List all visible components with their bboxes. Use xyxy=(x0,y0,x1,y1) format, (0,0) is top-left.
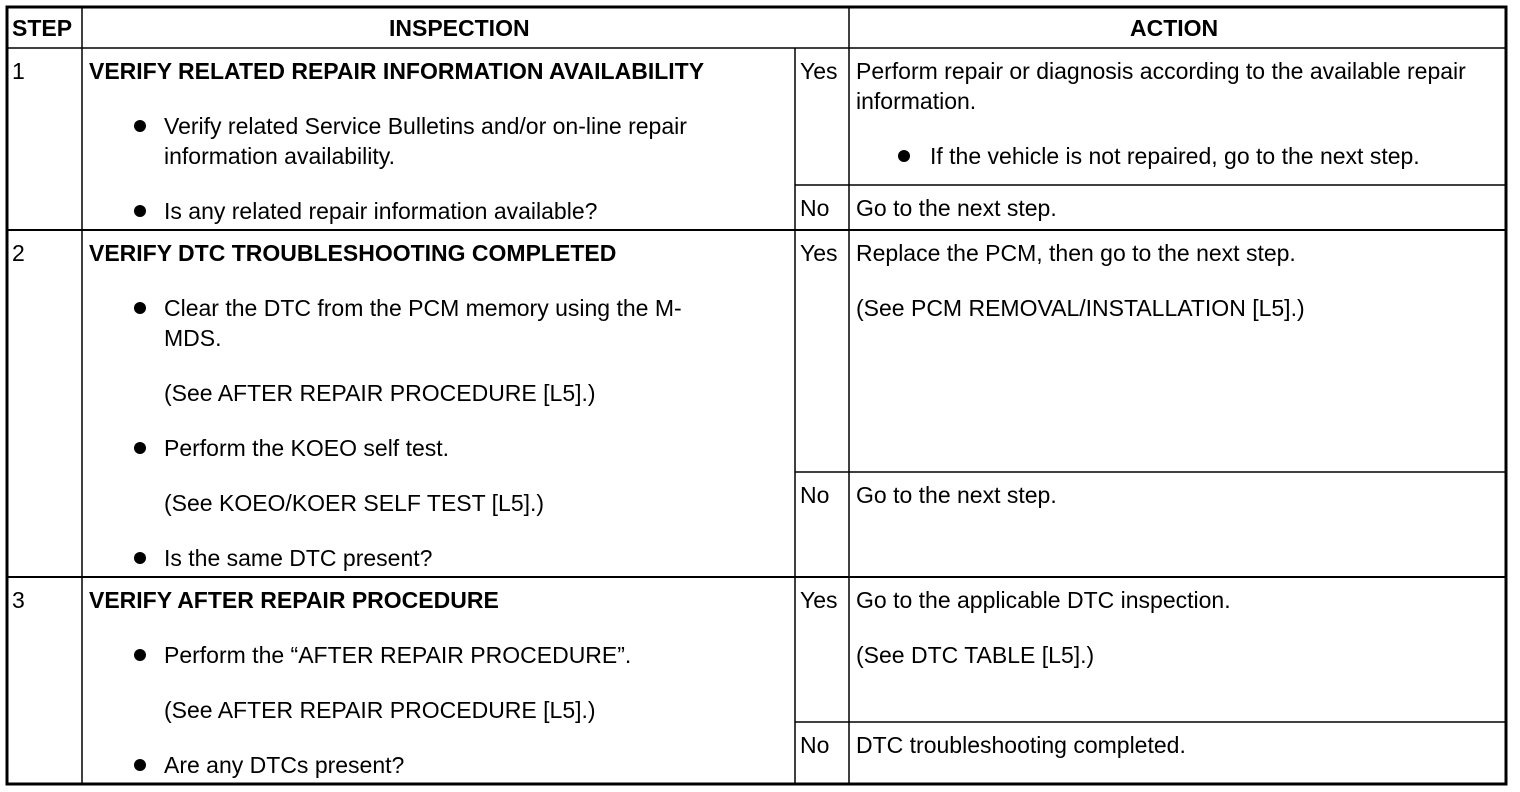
bullet-icon xyxy=(134,442,146,454)
step-title: VERIFY DTC TROUBLESHOOTING COMPLETED xyxy=(89,240,617,266)
step-title: VERIFY RELATED REPAIR INFORMATION AVAILABILITY xyxy=(89,58,705,84)
no-action: Go to the next step. xyxy=(856,195,1057,221)
yes-action: Replace the PCM, then go to the next step. xyxy=(856,240,1296,266)
bullet-icon xyxy=(134,649,146,661)
yes-action: Go to the applicable DTC inspection. xyxy=(856,587,1231,613)
bullet-icon xyxy=(134,302,146,314)
inspection-bullet: Perform the KOEO self test. xyxy=(164,435,450,461)
yes-label: Yes xyxy=(800,58,838,84)
bullet-icon xyxy=(898,150,910,162)
step-title: VERIFY AFTER REPAIR PROCEDURE xyxy=(89,587,499,613)
inspection-reference: (See AFTER REPAIR PROCEDURE [L5].) xyxy=(164,380,596,406)
step-number: 1 xyxy=(12,58,25,84)
header-step: STEP xyxy=(12,15,73,41)
inspection-bullet: Is any related repair information available? xyxy=(164,198,598,224)
bullet-icon xyxy=(134,205,146,217)
inspection-bullet: Perform the “AFTER REPAIR PROCEDURE”. xyxy=(164,642,632,668)
no-label: No xyxy=(800,195,830,221)
header-inspection: INSPECTION xyxy=(389,15,530,41)
yes-label: Yes xyxy=(800,587,838,613)
inspection-bullet: Verify related Service Bulletins and/or on-line repair information availability. xyxy=(164,113,687,169)
yes-action-reference: (See PCM REMOVAL/INSTALLATION [L5].) xyxy=(856,295,1305,321)
no-label: No xyxy=(800,482,830,508)
bullet-icon xyxy=(134,120,146,132)
no-label: No xyxy=(800,732,830,758)
inspection-bullet: Is the same DTC present? xyxy=(164,545,433,571)
no-action: Go to the next step. xyxy=(856,482,1057,508)
step-number: 2 xyxy=(12,240,25,266)
no-action: DTC troubleshooting completed. xyxy=(856,732,1186,758)
yes-label: Yes xyxy=(800,240,838,266)
bullet-icon xyxy=(134,552,146,564)
step-number: 3 xyxy=(12,587,25,613)
bullet-icon xyxy=(134,759,146,771)
inspection-bullet: Are any DTCs present? xyxy=(164,752,405,778)
header-action: ACTION xyxy=(1130,15,1219,41)
yes-action-bullet: If the vehicle is not repaired, go to the next step. xyxy=(930,143,1420,169)
inspection-reference: (See KOEO/KOER SELF TEST [L5].) xyxy=(164,490,545,516)
inspection-bullet: Clear the DTC from the PCM memory using the M-MDS. xyxy=(164,295,682,351)
yes-action-reference: (See DTC TABLE [L5].) xyxy=(856,642,1095,668)
inspection-reference: (See AFTER REPAIR PROCEDURE [L5].) xyxy=(164,697,596,723)
yes-action: Perform repair or diagnosis according to the available repair information. xyxy=(856,58,1466,114)
